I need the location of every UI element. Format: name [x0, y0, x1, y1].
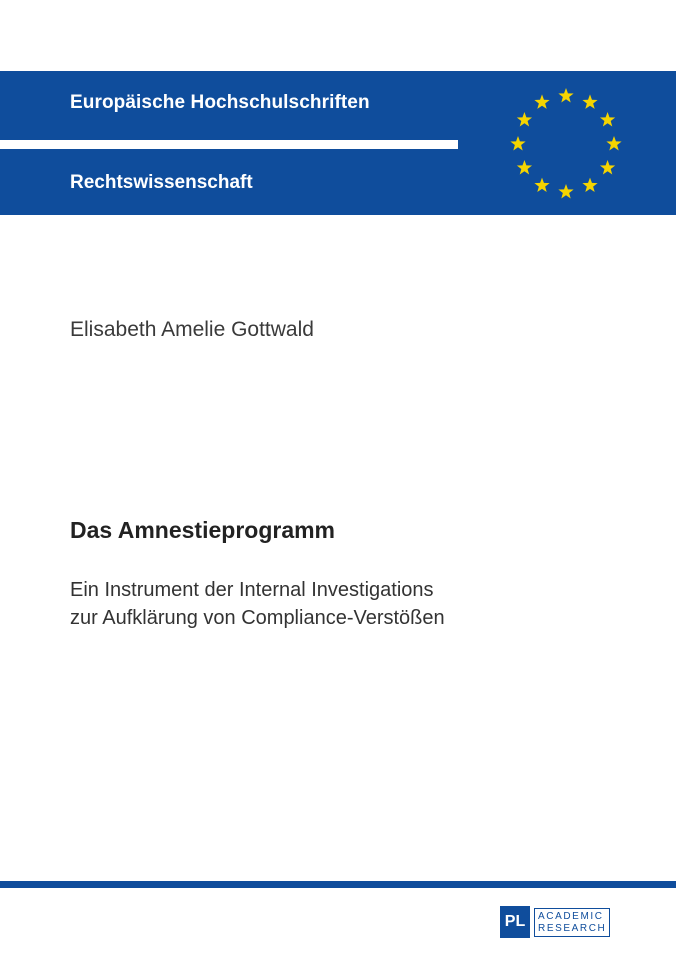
star-icon — [517, 160, 532, 174]
series-subtitle: Rechtswissenschaft — [70, 172, 253, 193]
star-icon — [534, 178, 549, 192]
star-icon — [582, 94, 597, 108]
subtitle-line-2: zur Aufklärung von Compliance-Verstößen — [70, 607, 445, 629]
bottom-rule — [0, 881, 676, 888]
eu-stars-icon — [496, 82, 636, 206]
star-icon — [558, 184, 573, 198]
star-icon — [558, 88, 573, 102]
star-icon — [510, 136, 525, 150]
star-icon — [606, 136, 621, 150]
book-title: Das Amnestieprogramm — [70, 517, 336, 543]
star-icon — [600, 112, 615, 126]
publisher-logo-line2: RESEARCH — [538, 922, 607, 934]
author-name: Elisabeth Amelie Gottwald — [70, 318, 314, 341]
publisher-logo-line1: ACADEMIC — [538, 910, 604, 922]
subtitle-line-1: Ein Instrument der Internal Investigations — [70, 579, 434, 601]
publisher-logo-mark: PL — [500, 906, 530, 938]
series-title: Europäische Hochschulschriften — [70, 92, 370, 113]
series-divider — [0, 140, 458, 149]
book-subtitle — [70, 576, 445, 632]
star-icon — [600, 160, 615, 174]
star-icon — [517, 112, 532, 126]
publisher-logo — [500, 906, 632, 938]
star-icon — [534, 94, 549, 108]
star-icon — [582, 178, 597, 192]
